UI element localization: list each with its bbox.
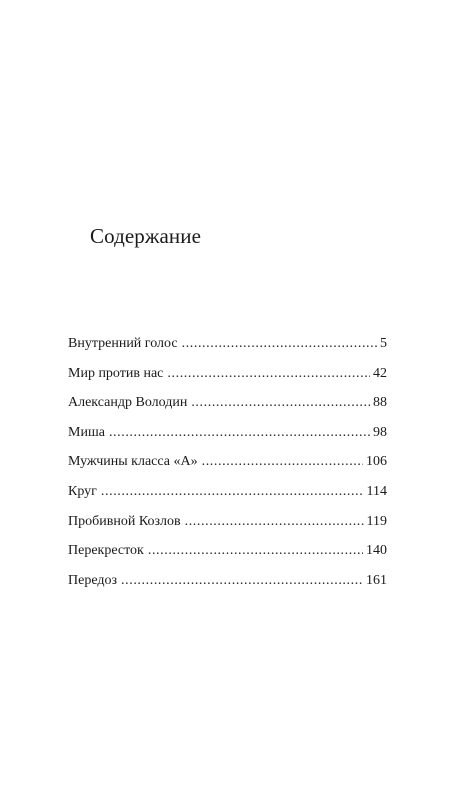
toc-entry-title: Внутренний голос — [68, 336, 178, 351]
toc-entry-title: Мир против нас — [68, 365, 164, 381]
toc-entry-page: 106 — [366, 454, 387, 470]
toc-entry[interactable] — [68, 512, 387, 542]
toc-entry-title: Александр Володин — [68, 395, 188, 411]
dot-leader — [167, 364, 370, 384]
toc-entry[interactable] — [68, 393, 387, 423]
toc-entry[interactable] — [68, 364, 387, 394]
toc-entry-title: Круг — [68, 483, 97, 499]
dot-leader — [109, 423, 370, 443]
dot-leader — [148, 541, 363, 561]
toc-entry-title: Мужчины класса «А» — [68, 454, 198, 470]
dot-leader — [191, 393, 370, 413]
dot-leader — [185, 512, 364, 532]
dot-leader — [121, 571, 363, 591]
toc-entry-title: Пробивной Козлов — [68, 513, 181, 529]
toc-entry-page: 161 — [366, 572, 387, 588]
toc-entry-title: Передоз — [68, 572, 118, 588]
toc-entry-title: Перекресток — [68, 543, 144, 559]
toc-entry[interactable] — [68, 423, 387, 453]
toc-entry-page: 119 — [366, 513, 387, 529]
toc-entry[interactable] — [68, 541, 387, 571]
toc-entry[interactable] — [68, 482, 387, 512]
toc-entry-page: 98 — [373, 424, 387, 440]
toc-entry[interactable] — [68, 571, 387, 601]
toc-entry-page: 140 — [366, 543, 387, 559]
dot-leader — [101, 482, 364, 502]
toc-entry-page: 88 — [373, 395, 387, 411]
dot-leader — [202, 452, 363, 472]
toc-entry-page: 42 — [373, 365, 387, 381]
toc-entry-title: Миша — [68, 424, 105, 440]
toc-entry[interactable] — [68, 334, 387, 364]
toc-entry-page: 114 — [366, 483, 387, 499]
table-of-contents — [68, 334, 387, 600]
dot-leader — [182, 334, 377, 354]
toc-entry-page: 5 — [380, 336, 387, 351]
toc-entry[interactable] — [68, 452, 387, 482]
page-title: Содержание — [90, 224, 202, 248]
